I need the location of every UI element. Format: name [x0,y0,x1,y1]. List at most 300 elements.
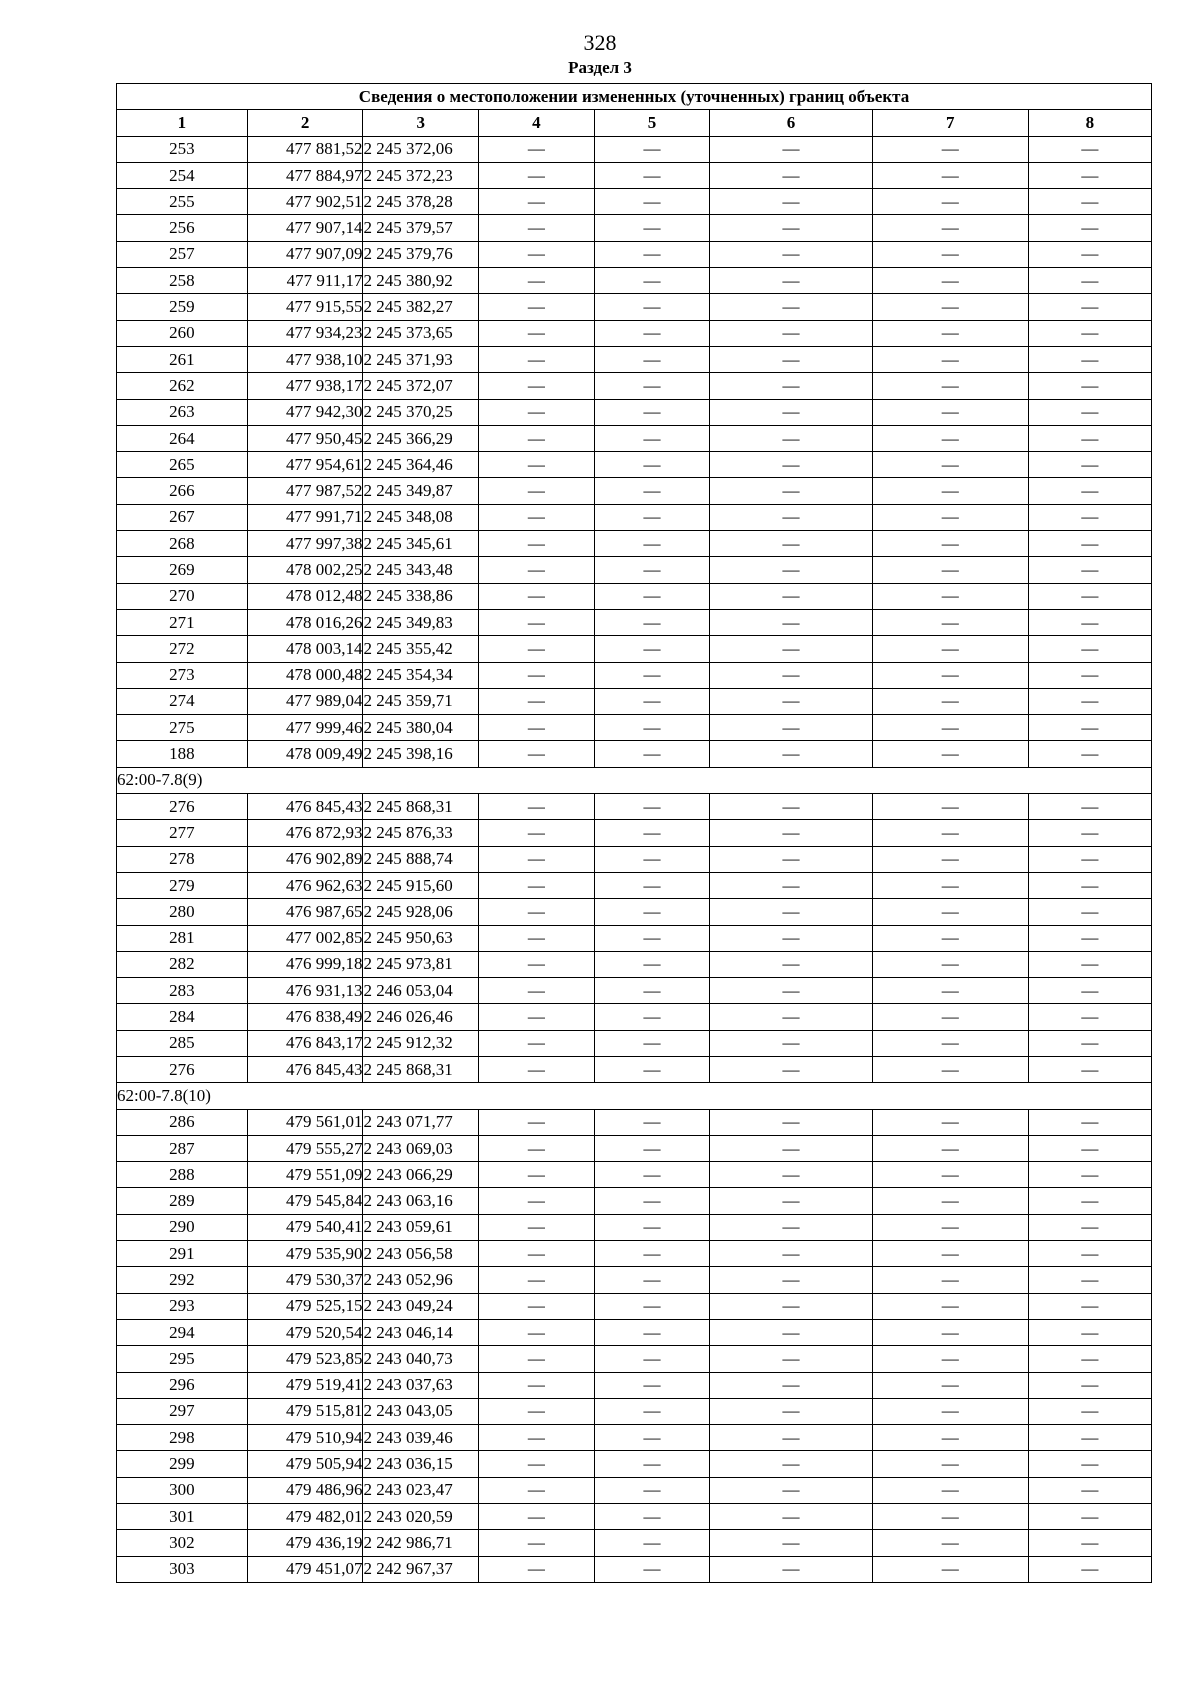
empty-value-cell: — [1028,557,1151,583]
table-row [117,162,1152,188]
coordinate-y: 2 245 915,60 [363,872,479,898]
empty-value-cell: — [872,609,1028,635]
empty-value-cell: — [1028,1504,1151,1530]
column-header-3: 3 [363,110,479,136]
coordinate-x: 479 486,96 [247,1477,363,1503]
table-row [117,531,1152,557]
table-row [117,1398,1152,1424]
coordinate-y: 2 245 379,57 [363,215,479,241]
empty-value-cell: — [872,1135,1028,1161]
empty-value-cell: — [1028,1241,1151,1267]
empty-value-cell: — [479,925,595,951]
coordinate-x: 476 845,43 [247,794,363,820]
point-number: 297 [117,1398,248,1424]
point-number: 263 [117,399,248,425]
empty-value-cell: — [710,951,872,977]
empty-value-cell: — [1028,241,1151,267]
coordinate-y: 2 245 868,31 [363,794,479,820]
empty-value-cell: — [872,899,1028,925]
empty-value-cell: — [872,1425,1028,1451]
coordinate-x: 478 003,14 [247,636,363,662]
empty-value-cell: — [1028,1004,1151,1030]
empty-value-cell: — [872,1109,1028,1135]
empty-value-cell: — [1028,951,1151,977]
coordinate-x: 479 436,19 [247,1530,363,1556]
coordinate-y: 2 245 359,71 [363,688,479,714]
empty-value-cell: — [872,346,1028,372]
point-number: 291 [117,1241,248,1267]
empty-value-cell: — [479,399,595,425]
empty-value-cell: — [479,346,595,372]
coordinate-y: 2 243 063,16 [363,1188,479,1214]
coordinate-y: 2 245 349,83 [363,609,479,635]
table-row [117,478,1152,504]
empty-value-cell: — [594,1451,710,1477]
empty-value-cell: — [594,268,710,294]
empty-value-cell: — [594,636,710,662]
point-number: 298 [117,1425,248,1451]
empty-value-cell: — [872,1293,1028,1319]
coordinate-x: 477 987,52 [247,478,363,504]
empty-value-cell: — [594,1109,710,1135]
empty-value-cell: — [594,215,710,241]
empty-value-cell: — [594,1004,710,1030]
empty-value-cell: — [1028,1267,1151,1293]
empty-value-cell: — [710,636,872,662]
empty-value-cell: — [710,741,872,767]
empty-value-cell: — [1028,1372,1151,1398]
empty-value-cell: — [710,1372,872,1398]
coordinate-y: 2 243 066,29 [363,1162,479,1188]
coordinate-y: 2 243 049,24 [363,1293,479,1319]
table-row [117,794,1152,820]
point-number: 253 [117,136,248,162]
empty-value-cell: — [479,294,595,320]
coordinate-y: 2 243 056,58 [363,1241,479,1267]
table-row [117,1214,1152,1240]
coordinate-y: 2 246 026,46 [363,1004,479,1030]
table-row [117,294,1152,320]
empty-value-cell: — [479,320,595,346]
empty-value-cell: — [872,162,1028,188]
empty-value-cell: — [594,1135,710,1161]
coordinate-y: 2 245 370,25 [363,399,479,425]
coordinate-y: 2 245 876,33 [363,820,479,846]
empty-value-cell: — [710,425,872,451]
coordinate-x: 478 000,48 [247,662,363,688]
empty-value-cell: — [872,794,1028,820]
point-number: 265 [117,452,248,478]
coordinate-y: 2 243 036,15 [363,1451,479,1477]
coordinate-x: 477 915,55 [247,294,363,320]
empty-value-cell: — [1028,531,1151,557]
empty-value-cell: — [479,1425,595,1451]
empty-value-cell: — [594,346,710,372]
empty-value-cell: — [1028,1398,1151,1424]
coordinate-y: 2 243 043,05 [363,1398,479,1424]
empty-value-cell: — [710,715,872,741]
empty-value-cell: — [479,662,595,688]
table-row [117,872,1152,898]
point-number: 284 [117,1004,248,1030]
empty-value-cell: — [594,715,710,741]
table-row [117,820,1152,846]
empty-value-cell: — [872,1504,1028,1530]
empty-value-cell: — [479,557,595,583]
coordinate-x: 476 845,43 [247,1056,363,1082]
coordinate-x: 479 535,90 [247,1241,363,1267]
empty-value-cell: — [479,189,595,215]
point-number: 259 [117,294,248,320]
coordinate-x: 477 999,46 [247,715,363,741]
coordinate-x: 477 938,17 [247,373,363,399]
empty-value-cell: — [594,583,710,609]
empty-value-cell: — [872,320,1028,346]
table-row [117,925,1152,951]
table-row [117,741,1152,767]
empty-value-cell: — [1028,346,1151,372]
coordinate-y: 2 245 379,76 [363,241,479,267]
coordinate-y: 2 245 868,31 [363,1056,479,1082]
empty-value-cell: — [479,425,595,451]
table-row [117,399,1152,425]
table-body [117,136,1152,1582]
coordinate-x: 479 555,27 [247,1135,363,1161]
empty-value-cell: — [710,504,872,530]
empty-value-cell: — [710,583,872,609]
point-number: 281 [117,925,248,951]
point-number: 266 [117,478,248,504]
table-row [117,1425,1152,1451]
point-number: 255 [117,189,248,215]
empty-value-cell: — [1028,452,1151,478]
empty-value-cell: — [479,1267,595,1293]
point-number: 188 [117,741,248,767]
coordinate-y: 2 245 928,06 [363,899,479,925]
empty-value-cell: — [594,136,710,162]
point-number: 295 [117,1346,248,1372]
empty-value-cell: — [594,1530,710,1556]
empty-value-cell: — [1028,373,1151,399]
empty-value-cell: — [710,1477,872,1503]
empty-value-cell: — [1028,1056,1151,1082]
empty-value-cell: — [710,1030,872,1056]
column-header-row [117,110,1152,136]
table-row [117,241,1152,267]
empty-value-cell: — [479,531,595,557]
coordinate-x: 477 938,10 [247,346,363,372]
empty-value-cell: — [1028,294,1151,320]
empty-value-cell: — [594,399,710,425]
point-number: 269 [117,557,248,583]
table-row [117,1477,1152,1503]
empty-value-cell: — [710,1451,872,1477]
point-number: 301 [117,1504,248,1530]
coordinate-x: 479 561,01 [247,1109,363,1135]
empty-value-cell: — [479,162,595,188]
empty-value-cell: — [1028,268,1151,294]
empty-value-cell: — [1028,662,1151,688]
point-number: 257 [117,241,248,267]
empty-value-cell: — [1028,189,1151,215]
table-row [117,1504,1152,1530]
empty-value-cell: — [710,399,872,425]
empty-value-cell: — [594,320,710,346]
empty-value-cell: — [1028,1319,1151,1345]
point-number: 260 [117,320,248,346]
empty-value-cell: — [710,1004,872,1030]
empty-value-cell: — [872,583,1028,609]
empty-value-cell: — [1028,1451,1151,1477]
empty-value-cell: — [872,662,1028,688]
point-number: 288 [117,1162,248,1188]
empty-value-cell: — [479,1398,595,1424]
empty-value-cell: — [872,1267,1028,1293]
empty-value-cell: — [1028,162,1151,188]
coordinate-x: 479 510,94 [247,1425,363,1451]
coordinate-x: 477 991,71 [247,504,363,530]
group-row [117,767,1152,793]
empty-value-cell: — [710,241,872,267]
empty-value-cell: — [594,1188,710,1214]
point-number: 282 [117,951,248,977]
empty-value-cell: — [594,978,710,1004]
empty-value-cell: — [479,872,595,898]
coordinate-y: 2 243 046,14 [363,1319,479,1345]
table-row [117,583,1152,609]
empty-value-cell: — [710,320,872,346]
column-header-5: 5 [594,110,710,136]
point-number: 289 [117,1188,248,1214]
point-number: 290 [117,1214,248,1240]
coordinates-table [116,83,1152,1583]
table-row [117,1319,1152,1345]
empty-value-cell: — [479,268,595,294]
empty-value-cell: — [1028,1030,1151,1056]
empty-value-cell: — [479,1293,595,1319]
empty-value-cell: — [1028,1477,1151,1503]
coordinate-x: 477 934,23 [247,320,363,346]
empty-value-cell: — [710,846,872,872]
point-number: 299 [117,1451,248,1477]
empty-value-cell: — [710,609,872,635]
point-number: 267 [117,504,248,530]
coordinate-y: 2 245 371,93 [363,346,479,372]
coordinate-y: 2 245 372,23 [363,162,479,188]
point-number: 292 [117,1267,248,1293]
coordinate-y: 2 242 986,71 [363,1530,479,1556]
empty-value-cell: — [594,925,710,951]
empty-value-cell: — [710,820,872,846]
coordinate-x: 476 931,13 [247,978,363,1004]
empty-value-cell: — [594,1477,710,1503]
coordinate-y: 2 245 380,04 [363,715,479,741]
empty-value-cell: — [594,1056,710,1082]
empty-value-cell: — [1028,688,1151,714]
empty-value-cell: — [872,1451,1028,1477]
coordinate-x: 477 902,51 [247,189,363,215]
empty-value-cell: — [872,1162,1028,1188]
point-number: 258 [117,268,248,294]
empty-value-cell: — [710,268,872,294]
column-header-1: 1 [117,110,248,136]
table-row [117,373,1152,399]
empty-value-cell: — [594,1162,710,1188]
empty-value-cell: — [594,557,710,583]
table-row [117,320,1152,346]
empty-value-cell: — [594,478,710,504]
empty-value-cell: — [872,1319,1028,1345]
point-number: 271 [117,609,248,635]
column-header-7: 7 [872,110,1028,136]
empty-value-cell: — [1028,1214,1151,1240]
empty-value-cell: — [710,162,872,188]
empty-value-cell: — [1028,820,1151,846]
empty-value-cell: — [872,1398,1028,1424]
empty-value-cell: — [479,794,595,820]
empty-value-cell: — [872,1530,1028,1556]
table-row [117,557,1152,583]
coordinate-y: 2 245 372,06 [363,136,479,162]
coordinate-x: 477 989,04 [247,688,363,714]
table-caption: Сведения о местоположении измененных (уточненных) границ объекта [117,84,1152,110]
empty-value-cell: — [594,504,710,530]
table-row [117,1241,1152,1267]
coordinate-y: 2 243 040,73 [363,1346,479,1372]
coordinate-x: 476 987,65 [247,899,363,925]
empty-value-cell: — [872,636,1028,662]
point-number: 276 [117,1056,248,1082]
coordinate-x: 478 002,25 [247,557,363,583]
empty-value-cell: — [479,1162,595,1188]
empty-value-cell: — [872,1056,1028,1082]
empty-value-cell: — [594,741,710,767]
empty-value-cell: — [479,846,595,872]
empty-value-cell: — [710,1530,872,1556]
empty-value-cell: — [594,951,710,977]
point-number: 300 [117,1477,248,1503]
point-number: 287 [117,1135,248,1161]
empty-value-cell: — [479,1188,595,1214]
empty-value-cell: — [479,1530,595,1556]
empty-value-cell: — [594,688,710,714]
empty-value-cell: — [710,899,872,925]
coordinate-x: 479 551,09 [247,1162,363,1188]
table-row [117,1372,1152,1398]
point-number: 275 [117,715,248,741]
empty-value-cell: — [710,1188,872,1214]
empty-value-cell: — [479,241,595,267]
empty-value-cell: — [479,1056,595,1082]
empty-value-cell: — [1028,794,1151,820]
table-row [117,1056,1152,1082]
empty-value-cell: — [594,425,710,451]
empty-value-cell: — [1028,320,1151,346]
table-row [117,1004,1152,1030]
empty-value-cell: — [872,294,1028,320]
empty-value-cell: — [594,1425,710,1451]
empty-value-cell: — [479,478,595,504]
coordinate-x: 476 902,89 [247,846,363,872]
empty-value-cell: — [479,1319,595,1345]
coordinate-y: 2 242 967,37 [363,1556,479,1582]
coordinate-x: 477 881,52 [247,136,363,162]
table-row [117,662,1152,688]
empty-value-cell: — [710,1293,872,1319]
empty-value-cell: — [872,872,1028,898]
empty-value-cell: — [1028,1188,1151,1214]
coordinate-x: 477 907,09 [247,241,363,267]
empty-value-cell: — [872,1188,1028,1214]
table-caption-row [117,84,1152,110]
empty-value-cell: — [710,1109,872,1135]
empty-value-cell: — [594,189,710,215]
empty-value-cell: — [872,978,1028,1004]
empty-value-cell: — [710,1319,872,1345]
empty-value-cell: — [872,452,1028,478]
empty-value-cell: — [872,688,1028,714]
empty-value-cell: — [872,820,1028,846]
point-number: 279 [117,872,248,898]
table-row [117,846,1152,872]
empty-value-cell: — [710,452,872,478]
group-label: 62:00-7.8(10) [117,1083,1152,1109]
empty-value-cell: — [710,872,872,898]
empty-value-cell: — [594,899,710,925]
coordinate-y: 2 243 023,47 [363,1477,479,1503]
empty-value-cell: — [479,1504,595,1530]
coordinate-x: 477 950,45 [247,425,363,451]
point-number: 296 [117,1372,248,1398]
coordinate-y: 2 243 020,59 [363,1504,479,1530]
point-number: 272 [117,636,248,662]
coordinate-x: 476 838,49 [247,1004,363,1030]
empty-value-cell: — [872,951,1028,977]
point-number: 277 [117,820,248,846]
empty-value-cell: — [479,1135,595,1161]
coordinate-y: 2 245 950,63 [363,925,479,951]
empty-value-cell: — [479,1346,595,1372]
empty-value-cell: — [1028,425,1151,451]
empty-value-cell: — [479,978,595,1004]
empty-value-cell: — [594,1372,710,1398]
empty-value-cell: — [479,820,595,846]
empty-value-cell: — [479,583,595,609]
coordinate-y: 2 246 053,04 [363,978,479,1004]
empty-value-cell: — [479,1109,595,1135]
coordinate-y: 2 243 039,46 [363,1425,479,1451]
section-title: Раздел 3 [568,58,632,77]
empty-value-cell: — [872,925,1028,951]
empty-value-cell: — [710,794,872,820]
coordinate-y: 2 245 343,48 [363,557,479,583]
empty-value-cell: — [479,1004,595,1030]
empty-value-cell: — [710,478,872,504]
empty-value-cell: — [479,215,595,241]
table-row [117,346,1152,372]
empty-value-cell: — [710,215,872,241]
empty-value-cell: — [594,1293,710,1319]
empty-value-cell: — [594,373,710,399]
table-row [117,504,1152,530]
point-number: 276 [117,794,248,820]
empty-value-cell: — [710,1556,872,1582]
coordinate-y: 2 243 071,77 [363,1109,479,1135]
coordinate-x: 477 997,38 [247,531,363,557]
empty-value-cell: — [479,504,595,530]
coordinate-x: 477 907,14 [247,215,363,241]
table-row [117,268,1152,294]
